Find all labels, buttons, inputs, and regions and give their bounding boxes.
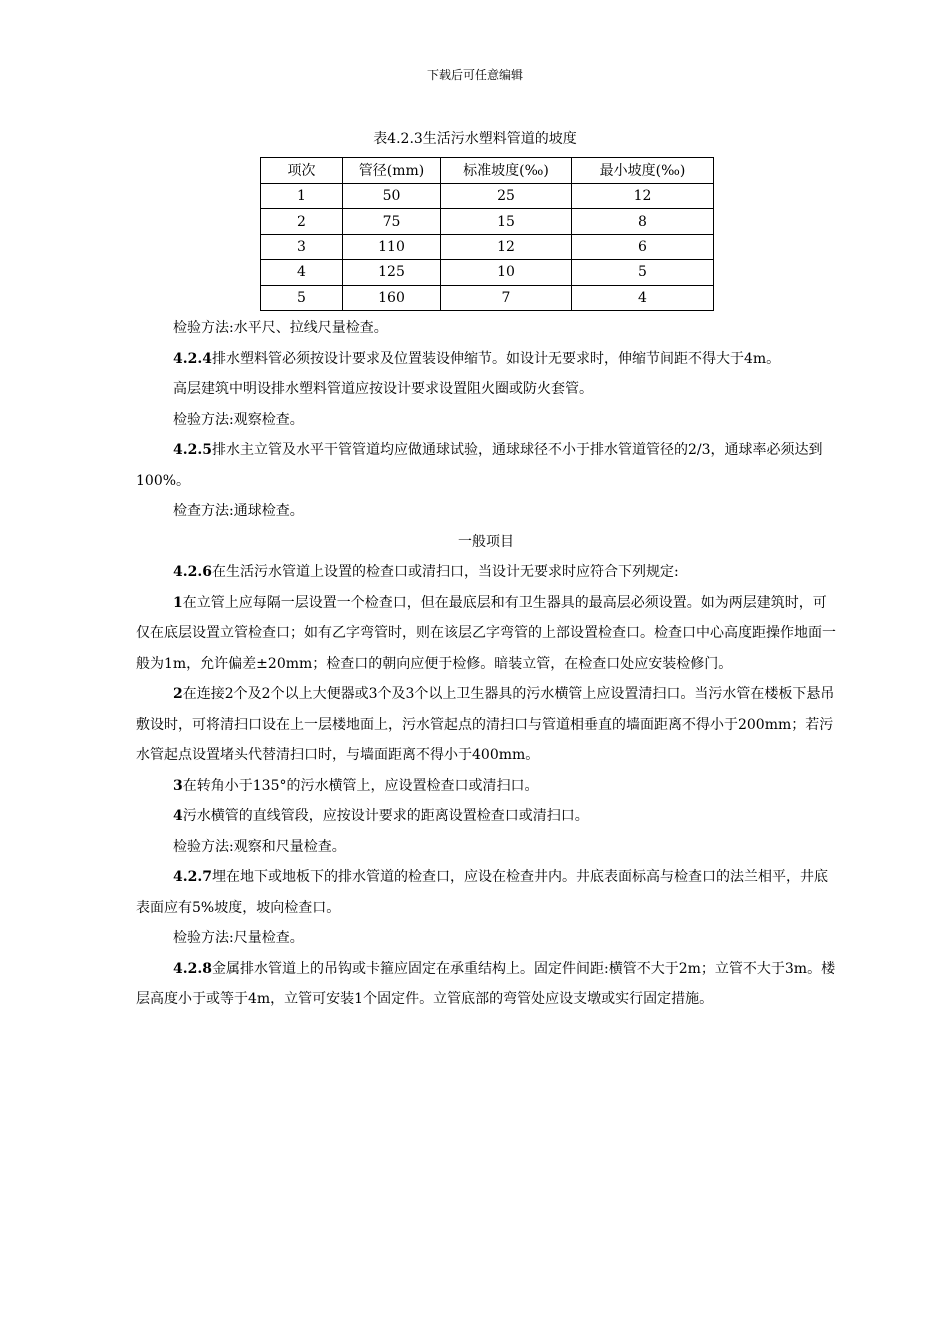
clause-number: 4.2.6 bbox=[173, 564, 212, 580]
column-header: 管径(mm) bbox=[343, 158, 441, 184]
document-body bbox=[136, 313, 836, 1015]
slope-table bbox=[260, 157, 714, 311]
table-row bbox=[261, 184, 714, 209]
table-cell: 4 bbox=[572, 285, 714, 310]
clause-number: 4.2.5 bbox=[173, 442, 212, 458]
inspection-method: 检验方法:观察检查。 bbox=[173, 411, 304, 428]
clause-4-2-4 bbox=[136, 344, 836, 375]
list-item bbox=[136, 801, 836, 832]
table-cell: 6 bbox=[572, 234, 714, 259]
table-cell: 50 bbox=[343, 184, 441, 209]
clause-number: 4.2.7 bbox=[173, 869, 212, 885]
table-row bbox=[261, 209, 714, 234]
clause-text: 在生活污水管道上设置的检查口或清扫口，当设计无要求时应符合下列规定: bbox=[211, 564, 679, 580]
clause-number: 4.2.8 bbox=[173, 960, 212, 977]
table-row bbox=[261, 260, 714, 285]
item-number: 3 bbox=[173, 777, 183, 794]
item-number: 1 bbox=[173, 594, 183, 611]
list-item bbox=[136, 588, 836, 680]
table-cell: 75 bbox=[343, 209, 441, 234]
table-cell: 12 bbox=[441, 234, 572, 259]
clause-text: 埋在地下或地板下的排水管道的检查口，应设在检查井内。井底表面标高与检查口的法兰相平，井底表面应有5%坡度，坡向检查口。 bbox=[136, 869, 828, 916]
list-item bbox=[136, 679, 836, 771]
clause-4-2-8 bbox=[136, 954, 836, 1015]
table-cell: 160 bbox=[343, 285, 441, 310]
list-item bbox=[136, 771, 836, 802]
table-cell: 8 bbox=[572, 209, 714, 234]
table-cell: 2 bbox=[261, 209, 343, 234]
item-text: 污水横管的直线管段，应按设计要求的距离设置检查口或清扫口。 bbox=[182, 808, 589, 824]
item-text: 在转角小于135°的污水横管上，应设置检查口或清扫口。 bbox=[182, 777, 539, 794]
item-number: 4 bbox=[173, 808, 183, 824]
table-cell: 3 bbox=[261, 234, 343, 259]
table-row bbox=[261, 234, 714, 259]
table-row bbox=[261, 285, 714, 310]
clause-text: 金属排水管道上的吊钩或卡箍应固定在承重结构上。固定件间距:横管不大于2m；立管不大于3m。楼层高度小于或等于4m，立管可安装1个固定件。立管底部的弯管处应设支墩或实行固定措施。 bbox=[136, 960, 836, 1007]
clause-text: 排水塑料管必须按设计要求及位置装设伸缩节。如设计无要求时，伸缩节间距不得大于4m。 bbox=[211, 350, 781, 367]
inspection-method: 检验方法:水平尺、拉线尺量检查。 bbox=[173, 320, 388, 336]
page-header: 下载后可任意编辑 bbox=[426, 68, 523, 82]
clause-text: 排水主立管及水平干管管道均应做通球试验，通球球径不小于排水管道管径的2/3，通球率必须达到100%。 bbox=[136, 442, 823, 489]
table-cell: 5 bbox=[572, 260, 714, 285]
body-paragraph: 高层建筑中明设排水塑料管道应按设计要求设置阻火圈或防火套管。 bbox=[173, 381, 593, 397]
table-cell: 10 bbox=[441, 260, 572, 285]
clause-number: 4.2.4 bbox=[173, 350, 212, 367]
table-cell: 25 bbox=[441, 184, 572, 209]
inspection-method: 检查方法:通球检查。 bbox=[173, 503, 304, 519]
column-header: 最小坡度(‰) bbox=[572, 158, 714, 184]
table-cell: 4 bbox=[261, 260, 343, 285]
column-header: 标准坡度(‰) bbox=[441, 158, 572, 184]
item-text: 在连接2个及2个以上大便器或3个及3个以上卫生器具的污水横管上应设置清扫口。当污水管在楼板下悬吊敷设时，可将清扫口设在上一层楼地面上，污水管起点的清扫口与管道相垂直的墙面距离不得小于200mm；若污水管起点设置堵头代替清扫口时，与墙面距离不得小于400mm。 bbox=[136, 686, 835, 763]
table-header-row bbox=[261, 158, 714, 184]
column-header: 项次 bbox=[261, 158, 343, 184]
inspection-method: 检验方法:尺量检查。 bbox=[173, 930, 304, 946]
clause-4-2-5 bbox=[136, 435, 836, 496]
item-number: 2 bbox=[173, 686, 183, 702]
section-heading: 一般项目 bbox=[458, 533, 514, 550]
table-cell: 5 bbox=[261, 285, 343, 310]
table-cell: 12 bbox=[572, 184, 714, 209]
clause-4-2-6 bbox=[136, 557, 836, 588]
table-cell: 110 bbox=[343, 234, 441, 259]
table-cell: 125 bbox=[343, 260, 441, 285]
inspection-method: 检验方法:观察和尺量检查。 bbox=[173, 838, 346, 855]
table-cell: 15 bbox=[441, 209, 572, 234]
clause-4-2-7 bbox=[136, 862, 836, 923]
table-title: 表4.2.3生活污水塑料管道的坡度 bbox=[373, 131, 577, 147]
table-cell: 1 bbox=[261, 184, 343, 209]
item-text: 在立管上应每隔一层设置一个检查口，但在最底层和有卫生器具的最高层必须设置。如为两层建筑时，可仅在底层设置立管检查口；如有乙字弯管时，则在该层乙字弯管的上部设置检查口。检查口中心高度距操作地面一般为1m，允许偏差±20mm；检查口的朝向应便于检修。暗装立管，在检查口处应安装检修门。 bbox=[136, 594, 836, 672]
table-cell: 7 bbox=[441, 285, 572, 310]
